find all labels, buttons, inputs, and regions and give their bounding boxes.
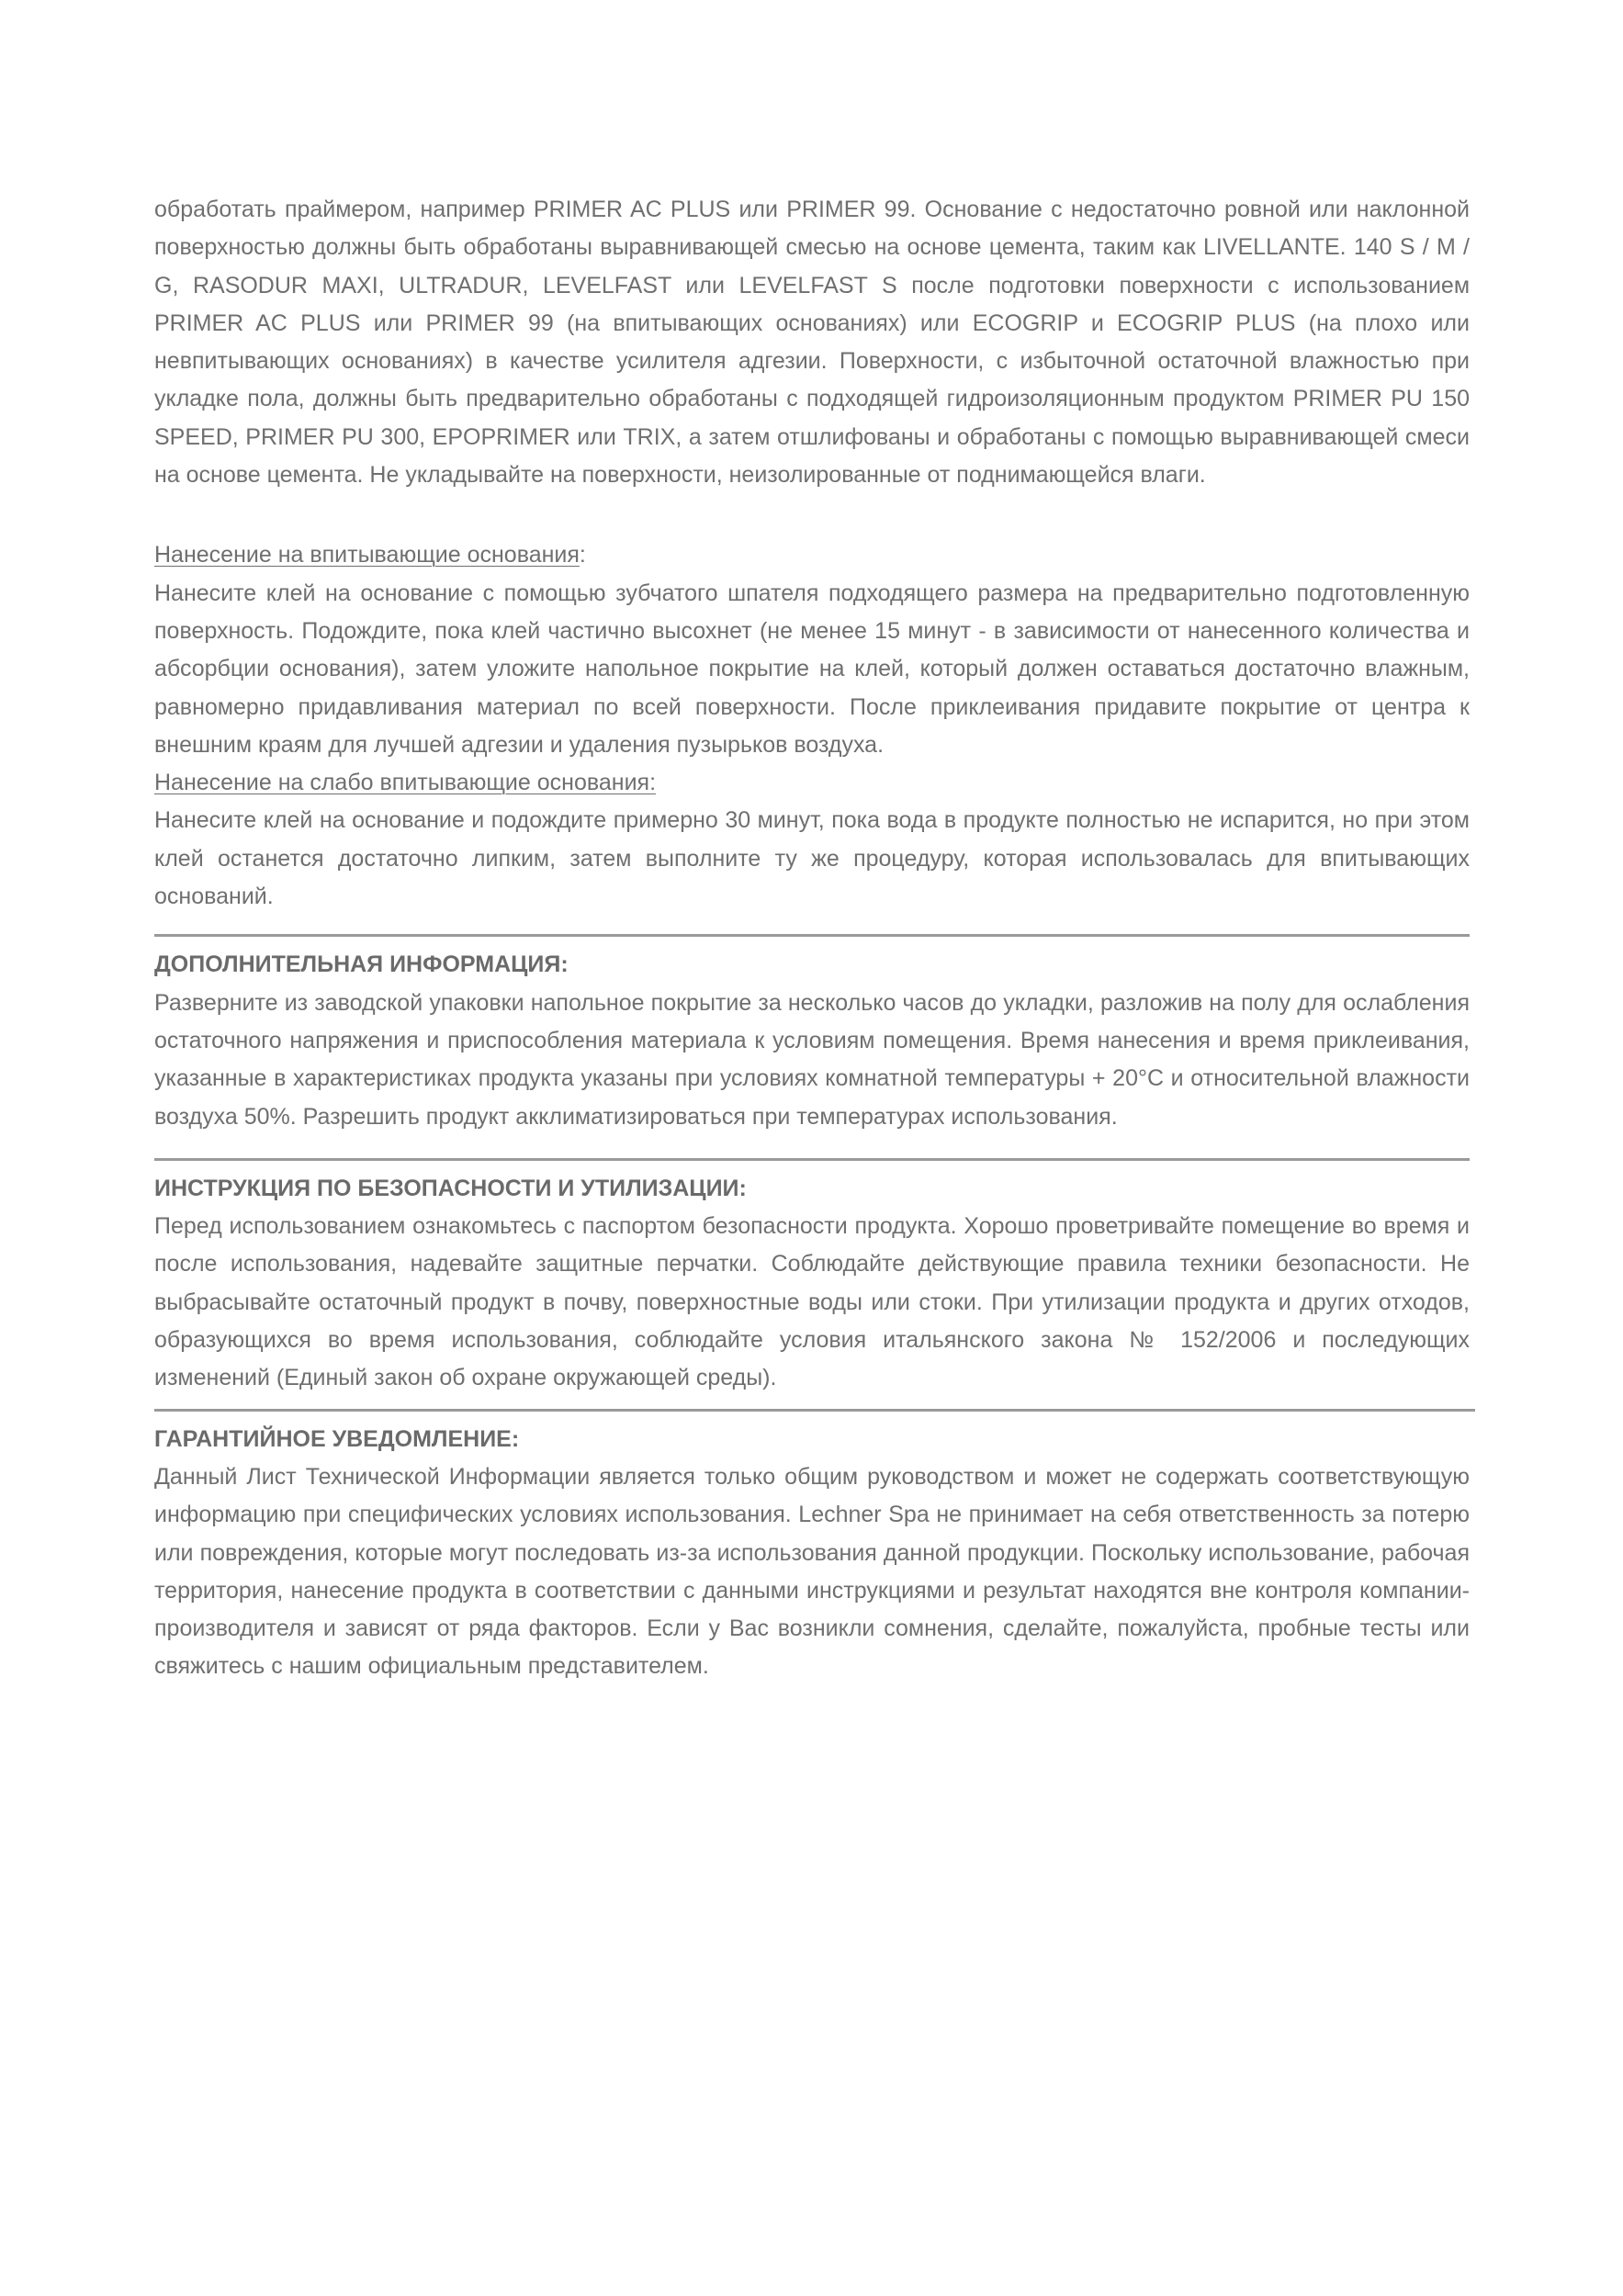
safety-title: ИНСТРУКЦИЯ ПО БЕЗОПАСНОСТИ И УТИЛИЗАЦИИ:: [154, 1175, 747, 1201]
spacer: [154, 494, 1470, 536]
warranty-title: ГАРАНТИЙНОЕ УВЕДОМЛЕНИЕ:: [154, 1425, 520, 1452]
safety-text: Перед использованием ознакомьтесь с паспортом безопасности продукта. Хорошо проветривайте помещение во время и после использования, надевайте защитные перчатки. Соблюдайте действующие правила техники безопасности. Не выбрасывайте остаточный продукт в почву, поверхностные воды или стоки. При утилизации продукта и других отходов, образующихся во время использования, соблюдайте условия итальянского закона № 152/2006 и последующих изменений (Единый закон об охране окружающей среды).: [154, 1213, 1470, 1391]
section-divider: [154, 934, 1470, 937]
absorbent-heading-text: Нанесение на впитывающие основания: [154, 542, 580, 568]
absorbent-heading: [154, 536, 1470, 574]
section-divider: [154, 1158, 1470, 1161]
weakly-absorbent-text: Нанесите клей на основание и подождите примерно 30 минут, пока вода в продукте полностью не испарится, но при этом клей останется достаточно липким, затем выполните ту же процедуру, которая использовалась для впитывающих оснований.: [154, 807, 1470, 910]
document-page: [154, 191, 1470, 1686]
spacer: [154, 1136, 1470, 1158]
additional-info-text: Разверните из заводской упаковки напольное покрытие за несколько часов до укладки, разложив на полу для ослабления остаточного напряжения и приспособления материала к условиям помещения. Время нанесения и время приклеивания, указанные в характеристиках продукта указаны при условиях комнатной температуры + 20°C и относительной влажности воздуха 50%. Разрешить продукт акклиматизироваться при температурах использования.: [154, 989, 1470, 1130]
absorbent-heading-colon: :: [579, 542, 586, 568]
warranty-text: Данный Лист Технической Информации является только общим руководством и может не содержать соответствующую информацию при специфических условиях использования. Lechner Spa не принимает на себя ответственность за потерю или повреждения, которые могут последовать из-за использования данной продукции. Поскольку использование, рабочая территория, нанесение продукта в соответствии с данными инструкциями и результат находятся вне контроля компании-производителя и зависят от ряда факторов. Если у Вас возникли сомнения, сделайте, пожалуйста, пробные тесты или свяжитесь с нашим официальным представителем.: [154, 1463, 1470, 1680]
absorbent-text: Нанесите клей на основание с помощью зубчатого шпателя подходящего размера на предварительно подготовленную поверхность. Подождите, пока клей частично высохнет (не менее 15 минут - в зависимости от нанесенного количества и абсорбции основания), затем уложите напольное покрытие на клей, который должен оставаться достаточно влажным, равномерно придавливания материал по всей поверхности. После приклеивания придавите покрытие от центра к внешним краям для лучшей адгезии и удаления пузырьков воздуха.: [154, 580, 1470, 758]
section-divider: [154, 1409, 1475, 1412]
weakly-absorbent-heading: Нанесение на слабо впитывающие основания:: [154, 770, 657, 796]
additional-info-title: ДОПОЛНИТЕЛЬНАЯ ИНФОРМАЦИЯ:: [154, 951, 569, 978]
intro-paragraph: обработать праймером, например PRIMER AC PLUS или PRIMER 99. Основание с недостаточно ровной или наклонной поверхностью должны быть обработаны выравнивающей смесью на основе цемента, таким как LIVELLANTE. 140 S / M / G, RASODUR MAXI, ULTRADUR, LEVELFAST или LEVELFAST S после подготовки поверхности с использованием PRIMER AC PLUS или PRIMER 99 (на впитывающих основаниях) или ECOGRIP и ECOGRIP PLUS (на плохо или невпитывающих основаниях) в качестве усилителя адгезии. Поверхности, с избыточной остаточной влажностью при укладке пола, должны быть предварительно обработаны с подходящей гидроизоляционным продуктом PRIMER PU 150 SPEED, PRIMER PU 300, EPOPRIMER или TRIX, а затем отшлифованы и обработаны с помощью выравнивающей смеси на основе цемента. Не укладывайте на поверхности, неизолированные от поднимающейся влаги.: [154, 197, 1470, 489]
